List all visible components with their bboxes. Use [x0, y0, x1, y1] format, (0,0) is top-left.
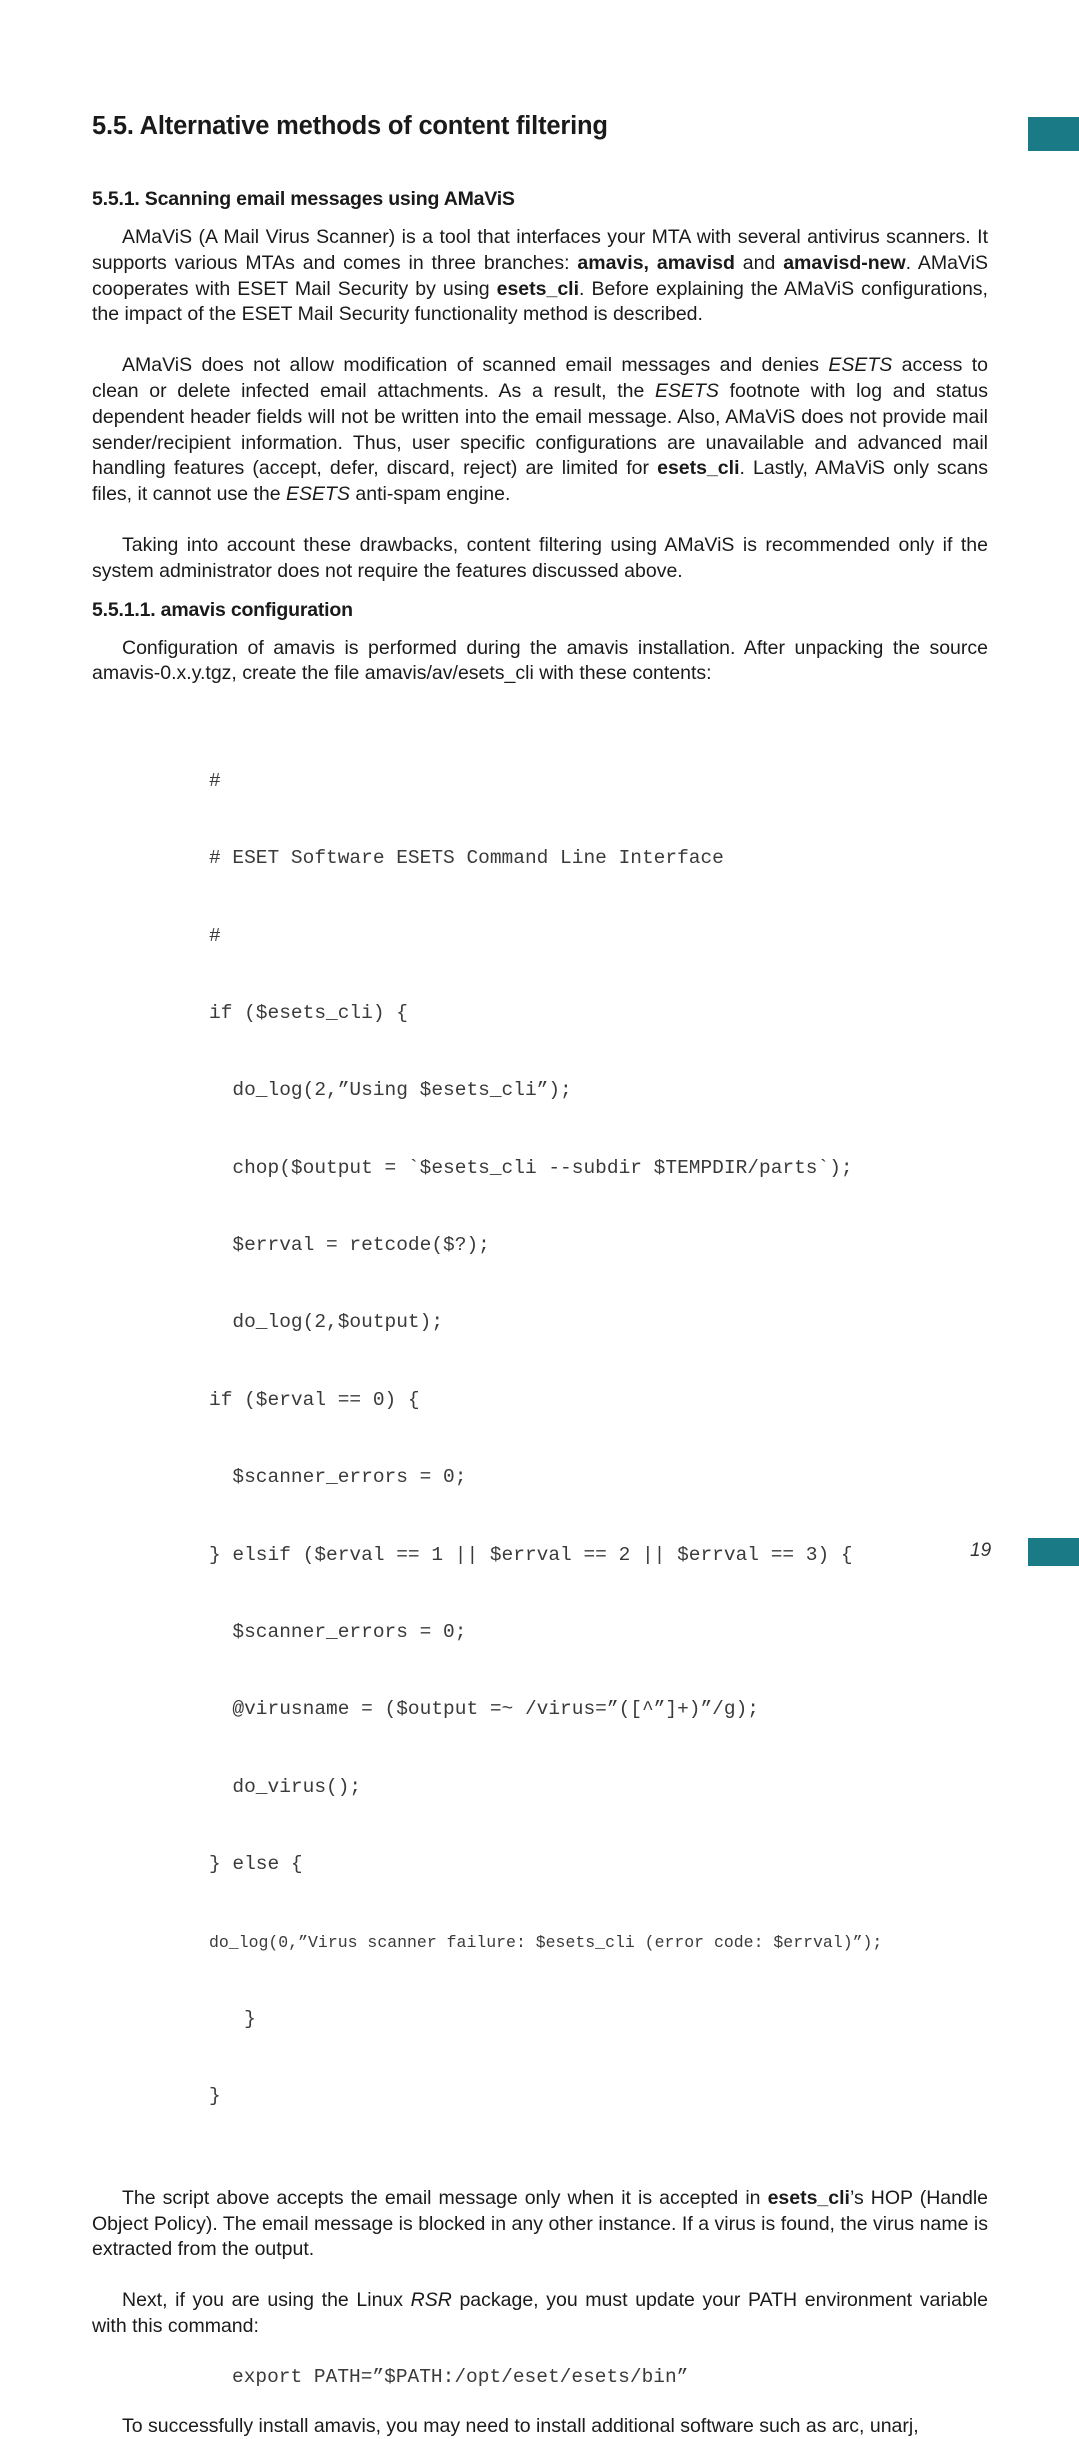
- code-line: do_log(2,”Using $esets_cli”);: [209, 1079, 572, 1102]
- code-line: }: [209, 2085, 221, 2108]
- paragraph-path-update: Next, if you are using the Linux RSR package, you must update your PATH environment variable with this command:: [92, 2289, 989, 2337]
- code-line: $scanner_errors = 0;: [209, 1621, 467, 1644]
- code-block-esets-cli: [209, 717, 988, 2162]
- paragraph-amavis-limitations: AMaViS does not allow modification of scanned email messages and denies ESETS access to clean or delete infected email attachments. As a result, the ESETS footnote with log and status dependent header fields will not be written into the email message. Also, AMaViS does not provide mail sender/recipient information. Thus, user specific configurations are unavailable and advanced mail handling features (accept, defer, discard, reject) are limited for esets_cli. Lastly, AMaViS only scans files, it cannot use the ESETS anti-spam engine.: [92, 354, 988, 506]
- page-number: 19: [970, 1540, 992, 1561]
- code-line: } elsif ($erval == 1 || $errval == 2 || $errval == 3) {: [209, 1543, 853, 1566]
- code-line: if ($erval == 0) {: [209, 1388, 420, 1411]
- code-line: chop($output = `$esets_cli --subdir $TEMPDIR/parts`);: [209, 1156, 853, 1179]
- code-line: $errval = retcode($?);: [209, 1234, 490, 1257]
- code-line: $scanner_errors = 0;: [209, 1466, 467, 1489]
- code-line: } else {: [209, 1853, 303, 1876]
- subsubsection-heading: 5.5.1.1. amavis configuration: [92, 598, 353, 621]
- paragraph-additional-software: To successfully install amavis, you may need to install additional software such as arc, unarj,: [122, 2414, 919, 2437]
- code-export-path: export PATH=”$PATH:/opt/eset/esets/bin”: [232, 2365, 689, 2388]
- code-line: do_log(0,”Virus scanner failure: $esets_cli (error code: $errval)”);: [209, 1932, 883, 1952]
- paragraph-amavis-config: Configuration of amavis is performed during the amavis installation. After unpacking the source amavis-0.x.y.tgz, create the file amavis/av/esets_cli with these contents:: [92, 636, 988, 685]
- code-line: @virusname = ($output =~ /virus=”([^”]+)”/g);: [209, 1698, 759, 1721]
- code-line: #: [209, 769, 221, 792]
- paragraph-drawbacks: Taking into account these drawbacks, content filtering using AMaViS is recommended only if the system administrator does not require the features discussed above.: [92, 533, 988, 582]
- page-content: [92, 112, 988, 2439]
- code-line: # ESET Software ESETS Command Line Interface: [209, 847, 724, 870]
- code-line: }: [209, 2008, 256, 2030]
- paragraph-script-explanation: The script above accepts the email message only when it is accepted in esets_cli’s HOP (Handle Object Policy). The email message is blocked in any other instance. If a virus is found, the virus name is extracted from the output.: [92, 2186, 988, 2261]
- code-line: #: [209, 924, 221, 947]
- paragraph-amavis-intro: AMaViS (A Mail Virus Scanner) is a tool that interfaces your MTA with several antivirus scanners. It supports various MTAs and comes in three branches: amavis, amavisd and amavisd-new. AMaViS cooperates with ESET Mail Security by using esets_cli. Before explaining the AMaViS configurations, the impact of the ESET Mail Security functionality method is described.: [92, 226, 988, 326]
- code-line: do_virus();: [209, 1775, 362, 1798]
- code-line: do_log(2,$output);: [209, 1311, 444, 1334]
- page-number-tab-marker: [1028, 1538, 1079, 1566]
- code-line: if ($esets_cli) {: [209, 1001, 408, 1024]
- subsection-heading: 5.5.1. Scanning email messages using AMaViS: [92, 188, 515, 210]
- section-heading: 5.5. Alternative methods of content filtering: [92, 112, 608, 140]
- chapter-tab-marker: [1028, 117, 1079, 151]
